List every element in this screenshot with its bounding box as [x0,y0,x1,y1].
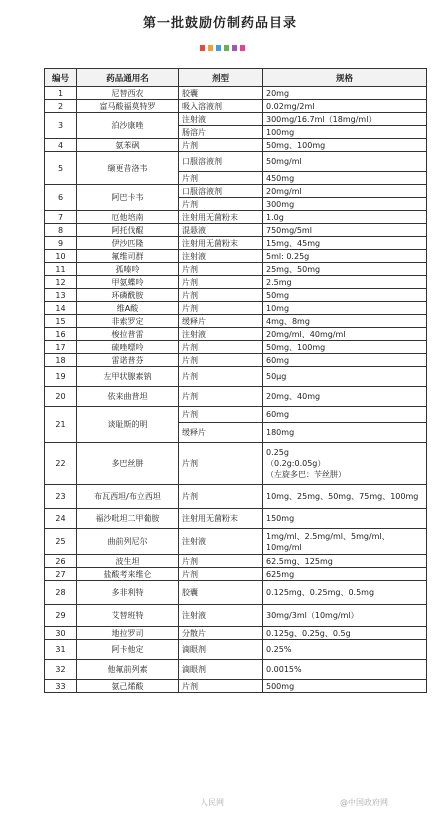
table-row [45,315,427,328]
cell-number: 30 [45,627,77,640]
cell-drug-name: 氟维司群 [77,250,179,263]
table-row [45,263,427,276]
table-row [45,185,427,198]
table-row [45,139,427,152]
cell-dosage-form: 片剂 [179,407,263,423]
cell-dosage-form: 口服溶液剂 [179,185,263,198]
cell-dosage-form: 片剂 [179,289,263,302]
cell-specification: 0.125g、0.25g、0.5g [263,627,427,640]
table-row [45,529,427,555]
cell-number: 32 [45,660,77,680]
cell-specification: 30mg/3ml（10mg/ml） [263,605,427,627]
cell-number: 27 [45,568,77,581]
cell-specification: 15mg、45mg [263,237,427,250]
cell-dosage-form: 片剂 [179,568,263,581]
table-row [45,224,427,237]
cell-specification: 750mg/5ml [263,224,427,237]
cell-specification: 1.0g [263,211,427,224]
cell-number: 21 [45,407,77,443]
cell-dosage-form: 注射液 [179,529,263,555]
table-row [45,211,427,224]
header-drug-name: 药品通用名 [77,69,179,87]
cell-drug-name: 氨己烯酸 [77,680,179,693]
cell-dosage-form: 肠溶片 [179,126,263,139]
cell-specification: 300mg [263,198,427,211]
cell-drug-name: 左甲状腺素钠 [77,367,179,387]
cell-number: 23 [45,485,77,509]
cell-specification: 300mg/16.7ml（18mg/ml） [263,113,427,126]
cell-drug-name: 多非利特 [77,581,179,605]
cell-drug-name: 梭拉普雷 [77,328,179,341]
cell-number: 33 [45,680,77,693]
table-row [45,152,427,172]
cell-number: 22 [45,443,77,485]
cell-dosage-form: 片剂 [179,172,263,185]
table-row [45,568,427,581]
table-row [45,660,427,680]
cell-number: 2 [45,100,77,113]
cell-dosage-form: 片剂 [179,263,263,276]
cell-specification: 50mg、100mg [263,341,427,354]
cell-specification: 10mg [263,302,427,315]
cell-dosage-form: 缓释片 [179,315,263,328]
cell-dosage-form: 片剂 [179,139,263,152]
cell-dosage-form: 片剂 [179,341,263,354]
cell-specification: 0.0015% [263,660,427,680]
cell-dosage-form: 缓释片 [179,423,263,443]
cell-number: 14 [45,302,77,315]
cell-drug-name: 厄他培南 [77,211,179,224]
table-row [45,627,427,640]
cell-specification: 4mg、8mg [263,315,427,328]
cell-dosage-form: 滴眼剂 [179,640,263,660]
table-row [45,509,427,529]
table-row [45,302,427,315]
cell-number: 17 [45,341,77,354]
table-row [45,387,427,407]
cell-dosage-form: 片剂 [179,443,263,485]
cell-specification: 10mg、25mg、50mg、75mg、100mg [263,485,427,509]
cell-dosage-form: 片剂 [179,198,263,211]
table-row [45,113,427,126]
cell-specification: 20mg [263,87,427,100]
cell-number: 5 [45,152,77,185]
cell-drug-name: 布瓦西坦/布立西坦 [77,485,179,509]
cell-drug-name: 阿巴卡韦 [77,185,179,211]
cell-drug-name: 阿托伐醌 [77,224,179,237]
table-row [45,276,427,289]
cell-number: 1 [45,87,77,100]
cell-specification: 25mg、50mg [263,263,427,276]
cell-dosage-form: 注射液 [179,605,263,627]
cell-specification: 62.5mg、125mg [263,555,427,568]
cell-drug-name: 甲氨蝶呤 [77,276,179,289]
cell-number: 4 [45,139,77,152]
cell-number: 16 [45,328,77,341]
decorative-color-bars [200,36,248,42]
cell-specification: 60mg [263,354,427,367]
cell-drug-name: 波生坦 [77,555,179,568]
cell-dosage-form: 胶囊 [179,87,263,100]
cell-specification: 20mg、40mg [263,387,427,407]
document-title: 第一批鼓励仿制药品目录 [142,16,297,31]
cell-drug-name: 曲前列尼尔 [77,529,179,555]
cell-number: 11 [45,263,77,276]
cell-specification: 20mg/ml [263,185,427,198]
table-row [45,328,427,341]
cell-number: 15 [45,315,77,328]
cell-number: 13 [45,289,77,302]
cell-drug-name: 谈耻斯的明 [77,407,179,443]
accent-color-bar [240,45,245,51]
table-row [45,680,427,693]
cell-specification: 50mg [263,289,427,302]
cell-dosage-form: 分散片 [179,627,263,640]
table-row [45,87,427,100]
accent-color-bar [224,45,229,51]
cell-number: 29 [45,605,77,627]
table-row [45,443,427,485]
cell-dosage-form: 注射用无菌粉末 [179,237,263,250]
cell-drug-name: 盐酸考来维仑 [77,568,179,581]
cell-number: 19 [45,367,77,387]
cell-drug-name: 环磷酰胺 [77,289,179,302]
cell-number: 8 [45,224,77,237]
table-row [45,407,427,423]
table-row [45,367,427,387]
cell-dosage-form: 注射用无菌粉末 [179,211,263,224]
table-row [45,250,427,263]
cell-specification: 1mg/ml、2.5mg/ml、5mg/ml、10mg/ml [263,529,427,555]
table-row [45,605,427,627]
table-row [45,485,427,509]
cell-drug-name: 依来曲普坦 [77,387,179,407]
cell-drug-name: 富马酸福莫特罗 [77,100,179,113]
cell-specification: 0.25% [263,640,427,660]
cell-drug-name: 泊沙康唑 [77,113,179,139]
cell-number: 12 [45,276,77,289]
cell-dosage-form: 片剂 [179,302,263,315]
accent-color-bar [232,45,237,51]
cell-number: 25 [45,529,77,555]
cell-drug-name: 孤嗪呤 [77,263,179,276]
cell-dosage-form: 滴眼剂 [179,660,263,680]
cell-number: 26 [45,555,77,568]
cell-specification: 500mg [263,680,427,693]
cell-number: 3 [45,113,77,139]
cell-number: 9 [45,237,77,250]
cell-dosage-form: 片剂 [179,387,263,407]
cell-dosage-form: 片剂 [179,276,263,289]
cell-dosage-form: 片剂 [179,680,263,693]
cell-drug-name: 硫唑嘌呤 [77,341,179,354]
table-header-row [45,69,427,87]
header-specification: 规格 [263,69,427,87]
cell-drug-name: 福沙吡坦二甲葡胺 [77,509,179,529]
cell-drug-name: 维A酸 [77,302,179,315]
cell-specification: 0.02mg/2ml [263,100,427,113]
cell-drug-name: 缬更昔洛韦 [77,152,179,185]
cell-drug-name: 阿卡他定 [77,640,179,660]
cell-specification: 50mg、100mg [263,139,427,152]
cell-drug-name: 地拉罗司 [77,627,179,640]
cell-number: 31 [45,640,77,660]
cell-dosage-form: 注射液 [179,113,263,126]
cell-number: 24 [45,509,77,529]
table-row [45,237,427,250]
cell-specification: 150mg [263,509,427,529]
accent-color-bar [200,45,205,51]
cell-dosage-form: 片剂 [179,354,263,367]
cell-dosage-form: 注射用无菌粉末 [179,509,263,529]
cell-number: 10 [45,250,77,263]
cell-dosage-form: 片剂 [179,367,263,387]
cell-dosage-form: 注射液 [179,328,263,341]
cell-number: 7 [45,211,77,224]
cell-specification: 50mg/ml [263,152,427,172]
cell-specification: 20mg/ml、40mg/ml [263,328,427,341]
header-dosage-form: 剂型 [179,69,263,87]
table-row [45,640,427,660]
cell-drug-name: 他氟前列素 [77,660,179,680]
table-row [45,581,427,605]
accent-color-bar [216,45,221,51]
cell-specification: 625mg [263,568,427,581]
cell-specification: 100mg [263,126,427,139]
cell-dosage-form: 胶囊 [179,581,263,605]
header-number: 编号 [45,69,77,87]
cell-drug-name: 伊沙匹隆 [77,237,179,250]
table-row [45,289,427,302]
cell-drug-name: 多巴丝肼 [77,443,179,485]
cell-specification: 2.5mg [263,276,427,289]
cell-number: 18 [45,354,77,367]
cell-drug-name: 非索罗定 [77,315,179,328]
drug-catalog-table [44,68,427,693]
cell-drug-name: 氨苯砜 [77,139,179,152]
table-row [45,341,427,354]
cell-dosage-form: 吸入溶液剂 [179,100,263,113]
cell-dosage-form: 片剂 [179,485,263,509]
table-row [45,555,427,568]
cell-number: 28 [45,581,77,605]
cell-specification: 60mg [263,407,427,423]
cell-number: 6 [45,185,77,211]
cell-specification: 50μg [263,367,427,387]
cell-specification: 180mg [263,423,427,443]
cell-dosage-form: 口服溶液剂 [179,152,263,172]
cell-dosage-form: 片剂 [179,555,263,568]
cell-drug-name: 尼替西农 [77,87,179,100]
cell-specification: 450mg [263,172,427,185]
accent-color-bar [208,45,213,51]
watermark-right: @中国政府网 [340,798,388,807]
cell-drug-name: 雷诺普芬 [77,354,179,367]
cell-specification: 0.25g （0.2g:0.05g） （左旋多巴：苄丝肼） [263,443,427,485]
cell-drug-name: 艾替班特 [77,605,179,627]
cell-dosage-form: 注射液 [179,250,263,263]
cell-dosage-form: 混悬液 [179,224,263,237]
table-row [45,354,427,367]
watermark-left: 人民网 [200,798,224,807]
table-row [45,100,427,113]
table-body [45,87,427,693]
cell-number: 20 [45,387,77,407]
cell-specification: 0.125mg、0.25mg、0.5mg [263,581,427,605]
header [0,0,440,64]
cell-specification: 5ml: 0.25g [263,250,427,263]
